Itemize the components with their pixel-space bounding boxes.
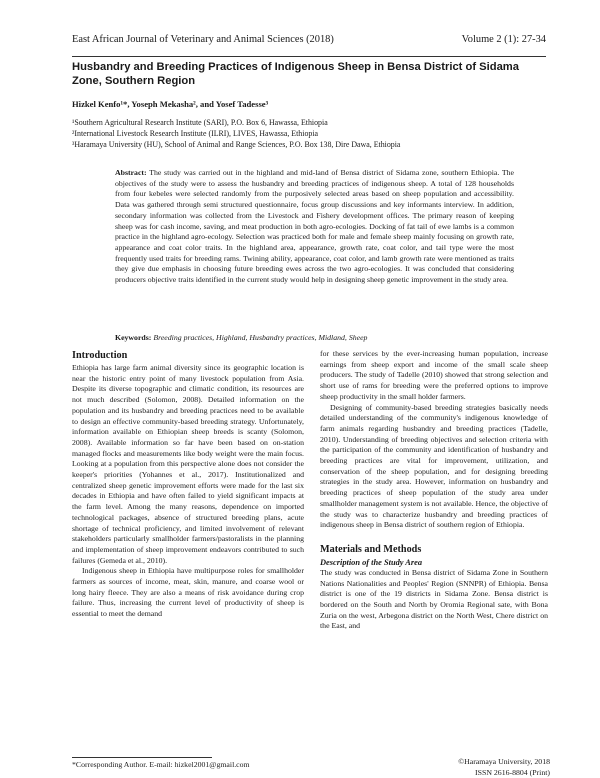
footnote-rule (72, 757, 212, 758)
intro-paragraph-1: Ethiopia has large farm animal diversity since its geographic location is near the historic entry point of many livestock population from Asia. Despite its diverse topographic and climatic condition, its resources are not much described (Solomon, 2008). Detailed information on the population and its husbandry and breeding practices need to be available to design an effective community-based breeding strategy. Unfortunately, information available on Ethiopian sheep breeds is scanty (Solomon, 2008). Available information so far have been based on on-station managed flocks and measurements like body weight were the main focus. Looking at a population from this perspective alone does not consider the keeper's priorities (Yohannes et al., 2017). Institutionalized and centralized sheep genetic improvement efforts were made for the last six decades in Ethiopia and have often failed to yield significant impacts at the farm level. Among the many reasons, dependence on imported technological packages, absence of structured breeding plans, acute shortage of technical proficiency, and limited involvement of relevant stakeholders particularly smallholder farmers/pastoralists in the planning and implementation of sheep improvement endeavors contributed to such failures (Gemeda et al., 2010). (72, 363, 304, 566)
corresponding-author-footnote: *Corresponding Author. E-mail: hizkel2001@gmail.com (72, 760, 250, 769)
intro-paragraph-2: Indigenous sheep in Ethiopia have multipurpose roles for smallholder farmers as sources of income, meat, skin, manure, and coarse wool or long hairy fleece. They are also a means of risk avoidance during crop failure. Thus, increasing the current level of productivity of sheep is essential to meet the demand (72, 566, 304, 620)
methods-paragraph-1: The study was conducted in Bensa district of Sidama Zone in Southern Nations Nationalities and Peoples' Region (SNNPR) of Ethiopia. Bensa district is one of the 19 districts in Sidama Zone. Bensa district is bordered on the South and North by Oromia Regional sate, with Bona Zuria on the west, Arbegona district on the North West, Chere district on the East, and (320, 568, 548, 632)
affiliation-2: ²International Livestock Research Institute (ILRI), LIVES, Hawassa, Ethiopia (72, 128, 546, 139)
keywords-label: Keywords: (115, 333, 151, 342)
right-column (320, 349, 548, 632)
intro-paragraph-3: for these services by the ever-increasing human population, increase earnings from sheep export and income of the small scale sheep producers. The study of Tadelle (2010) showed that strong selection and short use of rams for breeding were the preferred options to improve sheep productivity in the small holder farmers. (320, 349, 548, 403)
abstract-label: Abstract: (115, 168, 147, 177)
affiliations (72, 117, 546, 150)
journal-volume: Volume 2 (1): 27-34 (462, 34, 546, 54)
abstract-text: The study was carried out in the highland and mid-land of Bensa district of Sidama zone, southern Ethiopia. The objectives of the study were to assess the husbandry and breeding practices of indigenous sheep. A total of 128 households from four kebeles were selected randomly from the purposively selected areas based on sheep population and accessibility. Data was gathered through semi structured questionnaire, focus group discussions and key informants interview. In addition, secondary information was collected from the Livestock and Fishery development offices. The primary reason of keeping sheep was for cash income, saving, and meat production in both agro-ecologies. Docking of fat tail of ewe lambs is a common practice in the highland agro-ecology. Selection was practiced both for male and female sheep mainly focusing on growth rate, appearance and coat color traits. In the highland area, appearance, growth rate, coat color, and tail type were the most frequently used traits for breeding rams. Twining ability, appearance, coat color, and lamb growth rate were mentioned as traits they give due emphasis in choosing future breeding ewes across the two agro-ecologies. It was concluded that considering producers objective traits identified in the current study would help in designing sheep genetic improvement in the study area. (115, 168, 514, 284)
study-area-subheading: Description of the Study Area (320, 557, 548, 568)
journal-name: East African Journal of Veterinary and Animal Sciences (2018) (72, 34, 334, 54)
intro-paragraph-4: Designing of community-based breeding strategies basically needs detailed understanding of the community's indigenous knowledge of farm animals regarding husbandry and breeding practices (Tadelle, 2010). Understanding of breeding objectives and selection criteria with the participation of the community and identification of husbandry and breeding practices are vital for improvement, utilization, and conservation of the sheep population, and for designing breeding strategies in the study area. However, information on husbandry and breeding practices of sheep population of the study area under smallholder management system is not available. Hence, the objective of the study was to characterize husbandry and breeding practices of indigenous sheep in Bensa district of southern region of Ethiopia. (320, 403, 548, 531)
affiliation-3: ³Haramaya University (HU), School of Animal and Range Sciences, P.O. Box 138, Dire Dawa, Ethiopia (72, 139, 546, 150)
methods-heading: Materials and Methods (320, 543, 548, 557)
affiliation-1: ¹Southern Agricultural Research Institute (SARI), P.O. Box 6, Hawassa, Ethiopia (72, 117, 546, 128)
paper-title: Husbandry and Breeding Practices of Indigenous Sheep in Bensa District of Sidama Zone, Southern Region (72, 60, 546, 88)
author-list: Hizkel Kenfo¹*, Yoseph Mekasha², and Yosef Tadesse³ (72, 99, 268, 109)
introduction-heading: Introduction (72, 349, 304, 363)
journal-header (72, 34, 546, 57)
abstract (115, 168, 514, 286)
keywords (115, 333, 514, 342)
copyright-line: ©Haramaya University, 2018 (416, 757, 550, 768)
footer-publisher (416, 757, 550, 778)
keywords-text: Breeding practices, Highland, Husbandry practices, Midland, Sheep (153, 333, 367, 342)
issn-line: ISSN 2616-8804 (Print) (416, 768, 550, 778)
left-column (72, 349, 304, 620)
